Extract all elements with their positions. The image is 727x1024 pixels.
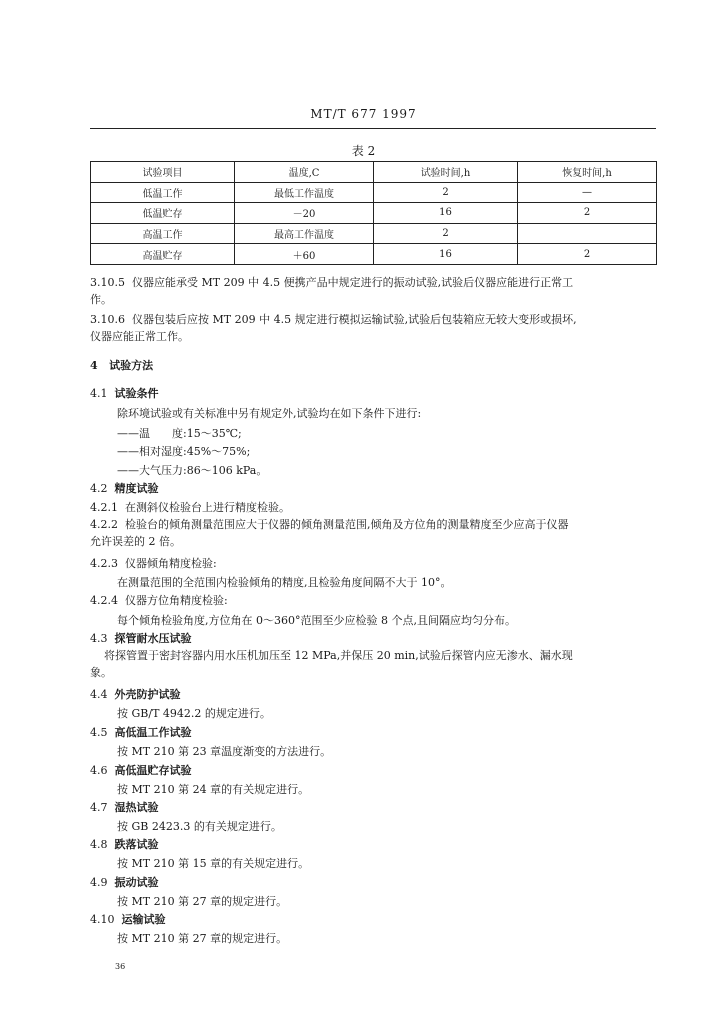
clause-4-8-text: 按 MT 210 第 15 章的有关规定进行。 xyxy=(117,857,310,870)
table-cell: 2 xyxy=(374,182,518,203)
condition-item: ——大气压力:86～106 kPa。 xyxy=(117,464,268,477)
clause-number: 3.10.5 xyxy=(90,276,125,289)
heading-4-10 xyxy=(90,911,166,927)
clause-text: 将探管置于密封容器内用水压机加压至 12 MPa,并保压 20 min,试验后探管内应无渗水、漏水现 xyxy=(104,649,573,662)
section-title: 高低温贮存试验 xyxy=(114,764,192,777)
section-heading-4 xyxy=(90,357,153,373)
heading-4-7 xyxy=(90,799,159,815)
conditions-intro: 除环境试验或有关标准中另有规定外,试验均在如下条件下进行: xyxy=(117,407,422,420)
heading-4-5 xyxy=(90,724,192,740)
clause-text: 在测斜仪检验台上进行精度检验。 xyxy=(125,501,290,514)
section-number: 4.8 xyxy=(90,838,108,851)
heading-4-3 xyxy=(90,630,192,646)
clause-text-cont: 作。 xyxy=(90,293,112,306)
table-row xyxy=(91,223,657,244)
section-title: 探管耐水压试验 xyxy=(114,632,192,645)
table-cell: 高温工作 xyxy=(91,223,235,244)
table-cell: ＋60 xyxy=(235,244,374,265)
heading-4-1 xyxy=(90,385,159,401)
clause-number: 4.2.1 xyxy=(90,501,118,514)
heading-4-4 xyxy=(90,686,181,702)
table-cell: 低温贮存 xyxy=(91,203,235,224)
running-header: MT/T 677 1997 xyxy=(310,107,417,121)
heading-4-8 xyxy=(90,836,159,852)
clause-4-5-text: 按 MT 210 第 23 章温度渐变的方法进行。 xyxy=(117,745,332,758)
section-title: 高低温工作试验 xyxy=(114,726,192,739)
clause-4-2-3-text: 在测量范围的全范围内检验倾角的精度,且检验角度间隔不大于 10°。 xyxy=(117,576,452,589)
table-cell: 最高工作温度 xyxy=(235,223,374,244)
section-title: 运输试验 xyxy=(121,913,166,926)
clause-3-10-5 xyxy=(90,274,573,308)
table-cell: 2 xyxy=(374,223,518,244)
heading-4-2 xyxy=(90,480,159,496)
heading-4-9 xyxy=(90,874,159,890)
table-cell xyxy=(518,223,657,244)
section-number: 4.7 xyxy=(90,801,108,814)
section-title: 试验条件 xyxy=(114,387,159,400)
clause-4-7-text: 按 GB 2423.3 的有关规定进行。 xyxy=(117,820,282,833)
header-cell-temperature: 温度,C xyxy=(235,162,374,183)
clause-text: 仪器应能承受 MT 209 中 4.5 便携产品中规定进行的振动试验,试验后仪器应能进行正常工 xyxy=(132,276,574,289)
table-caption: 表 2 xyxy=(351,144,376,158)
heading-4-6 xyxy=(90,762,192,778)
table-cell: －20 xyxy=(235,203,374,224)
table-cell: 高温贮存 xyxy=(91,244,235,265)
header-rule xyxy=(90,128,656,129)
clause-number: 4.2.2 xyxy=(90,518,118,531)
clause-title: 仪器倾角精度检验: xyxy=(125,557,217,570)
table-header-row xyxy=(91,162,657,183)
clause-title: 仪器方位角精度检验: xyxy=(125,594,228,607)
clause-4-2-1 xyxy=(90,499,290,515)
section-number: 4.6 xyxy=(90,764,108,777)
clause-text: 检验台的倾角测量范围应大于仪器的倾角测量范围,倾角及方位角的测量精度至少应高于仪器 xyxy=(125,518,569,531)
section-title: 跌落试验 xyxy=(114,838,159,851)
table-cell: 低温工作 xyxy=(91,182,235,203)
clause-4-9-text: 按 MT 210 第 27 章的规定进行。 xyxy=(117,895,288,908)
section-number: 4.2 xyxy=(90,482,108,495)
clause-4-2-3 xyxy=(90,555,217,571)
clause-4-3-text xyxy=(90,647,573,681)
clause-4-2-2 xyxy=(90,516,569,550)
clause-4-2-4-text: 每个倾角检验角度,方位角在 0～360°范围至少应检验 8 个点,且间隔应均匀分布。 xyxy=(117,614,516,627)
condition-item: ——温 度:15～35℃; xyxy=(117,427,242,440)
section-number: 4.3 xyxy=(90,632,108,645)
section-title: 外壳防护试验 xyxy=(114,688,181,701)
table-row xyxy=(91,244,657,265)
table-cell: 16 xyxy=(374,244,518,265)
section-number: 4.9 xyxy=(90,876,108,889)
clause-number: 4.2.4 xyxy=(90,594,118,607)
clause-number: 3.10.6 xyxy=(90,313,125,326)
clause-text-cont: 象。 xyxy=(90,666,112,679)
clause-number: 4.2.3 xyxy=(90,557,118,570)
header-cell-test-time: 试验时间,h xyxy=(374,162,518,183)
section-title: 振动试验 xyxy=(114,876,159,889)
clause-text-cont: 允许误差的 2 倍。 xyxy=(90,535,181,548)
table-row xyxy=(91,203,657,224)
page-number: 36 xyxy=(115,962,126,971)
section-number: 4.4 xyxy=(90,688,108,701)
table-cell: — xyxy=(518,182,657,203)
table-cell: 最低工作温度 xyxy=(235,182,374,203)
table-cell: 16 xyxy=(374,203,518,224)
section-number: 4.1 xyxy=(90,387,108,400)
header-cell-recovery-time: 恢复时间,h xyxy=(518,162,657,183)
table-row xyxy=(91,182,657,203)
condition-item: ——相对湿度:45%～75%; xyxy=(117,445,251,458)
clause-4-10-text: 按 MT 210 第 27 章的规定进行。 xyxy=(117,932,288,945)
section-title: 湿热试验 xyxy=(114,801,159,814)
table-cell: 2 xyxy=(518,244,657,265)
clause-4-6-text: 按 MT 210 第 24 章的有关规定进行。 xyxy=(117,783,310,796)
clause-3-10-6 xyxy=(90,311,577,345)
section-number: 4.10 xyxy=(90,913,115,926)
clause-text: 仪器包装后应按 MT 209 中 4.5 规定进行模拟运输试验,试验后包装箱应无较大变形或损坏, xyxy=(132,313,577,326)
section-title: 精度试验 xyxy=(114,482,159,495)
clause-4-4-text: 按 GB/T 4942.2 的规定进行。 xyxy=(117,707,271,720)
test-conditions-table xyxy=(90,161,657,265)
clause-text-cont: 仪器应能正常工作。 xyxy=(90,330,189,343)
table-cell: 2 xyxy=(518,203,657,224)
section-number: 4 xyxy=(90,359,98,372)
clause-4-2-4 xyxy=(90,592,228,608)
section-title: 试验方法 xyxy=(109,359,154,372)
section-number: 4.5 xyxy=(90,726,108,739)
header-cell-test-item: 试验项目 xyxy=(91,162,235,183)
